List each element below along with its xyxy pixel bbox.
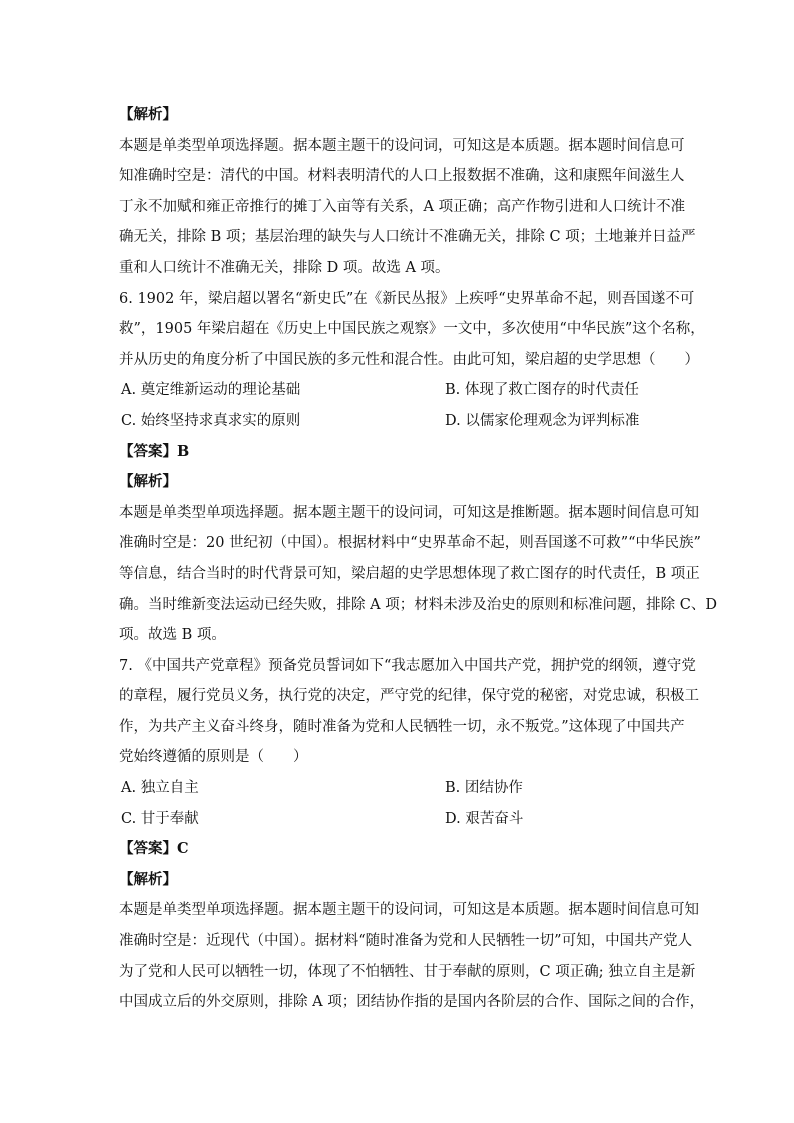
document-content — [119, 100, 718, 1018]
q7-option-d: D. 艰苦奋斗 — [445, 810, 524, 827]
q7-explanation-line: 准确时空是：近现代（中国）。据材料“随时准备为党和人民牺牲一切”可知，中国共产党人 — [119, 933, 693, 950]
q5-explanation-line: 本题是单类型单项选择题。据本题主题干的设问词，可知这是本质题。据本题时间信息可 — [119, 137, 685, 154]
q7-answer: 【答案】C — [119, 840, 189, 858]
q7-stem-line: 的章程，履行党员义务，执行党的决定，严守党的纪律，保守党的秘密，对党忠诚，积极工 — [119, 688, 699, 705]
q7-stem-line: 7. 《中国共产党章程》预备党员誓词如下“我志愿加入中国共产党，拥护党的纲领，遵守党 — [119, 657, 696, 674]
q6-option-c: C. 始终坚持求真求实的原则 — [121, 412, 301, 429]
q6-explanation-heading: 【解析】 — [119, 473, 177, 491]
q6-explanation-line: 本题是单类型单项选择题。据本题主题干的设问词，可知这是推断题。据本题时间信息可知 — [119, 504, 699, 521]
q5-explanation-line: 确无关，排除 B 项；基层治理的缺失与人口统计不准确无关，排除 C 项；土地兼并日益严 — [119, 229, 696, 246]
q6-explanation-line: 准确时空是：20 世纪初（中国）。根据材料中“史界革命不起，则吾国遂不可救”“中华民族” — [119, 535, 701, 552]
q6-option-a: A. 奠定维新运动的理论基础 — [121, 382, 301, 399]
q5-explanation-heading: 【解析】 — [119, 106, 177, 123]
q6-explanation-line: 等信息，结合当时的时代背景可知，梁启超的史学思想体现了救亡图存的时代责任，B 项正 — [119, 565, 700, 582]
q6-stem-line: 救”，1905 年梁启超在《历史上中国民族之观察》一文中，多次使用“中华民族”这个名称， — [119, 321, 705, 338]
q6-option-d: D. 以儒家伦理观念为评判标准 — [445, 412, 640, 429]
q6-options-row-1 — [119, 375, 687, 406]
q6-options-row-2 — [119, 406, 687, 437]
q5-explanation-line: 重和人口统计不准确无关，排除 D 项。故选 A 项。 — [119, 259, 450, 276]
q7-options-row-2 — [119, 804, 687, 835]
q7-explanation-line: 中国成立后的外交原则，排除 A 项；团结协作指的是国内各阶层的合作、国际之间的合作， — [119, 994, 705, 1011]
q6-option-b: B. 体现了救亡图存的时代责任 — [445, 382, 639, 399]
q7-stem-line: 党始终遵循的原则是（ ） — [119, 749, 308, 766]
q7-explanation-line: 本题是单类型单项选择题。据本题主题干的设问词，可知这是本质题。据本题时间信息可知 — [119, 902, 699, 919]
q7-option-b: B. 团结协作 — [445, 780, 523, 797]
q6-stem-line: 并从历史的角度分析了中国民族的多元性和混合性。由此可知，梁启超的史学思想（ ） — [119, 351, 699, 368]
q7-explanation-line: 为了党和人民可以牺牲一切，体现了不怕牺牲、甘于奉献的原则，C 项正确; 独立自主是新 — [119, 963, 696, 980]
q6-stem-line: 6. 1902 年，梁启超以署名“新史氏”在《新民丛报》上疾呼“史界革命不起，则吾国遂不可 — [119, 290, 695, 307]
q7-explanation-heading: 【解析】 — [119, 870, 177, 888]
q5-explanation-line: 丁永不加赋和雍正帝推行的摊丁入亩等有关系，A 项正确；高产作物引进和人口统计不准 — [119, 198, 686, 215]
q7-option-c: C. 甘于奉献 — [121, 810, 199, 827]
q7-option-a: A. 独立自主 — [121, 780, 199, 797]
q7-options-row-1 — [119, 773, 687, 804]
q6-explanation-line: 确。当时维新变法运动已经失败，排除 A 项；材料未涉及治史的原则和标准问题，排除 C、D — [119, 596, 718, 613]
q5-explanation-line: 知准确时空是：清代的中国。材料表明清代的人口上报数据不准确，这和康熙年间滋生人 — [119, 168, 685, 185]
q6-answer: 【答案】B — [119, 442, 190, 460]
q6-explanation-line: 项。故选 B 项。 — [119, 627, 226, 644]
q7-stem-line: 作，为共产主义奋斗终身，随时准备为党和人民牺牲一切，永不叛党。”这体现了中国共产 — [119, 718, 685, 735]
